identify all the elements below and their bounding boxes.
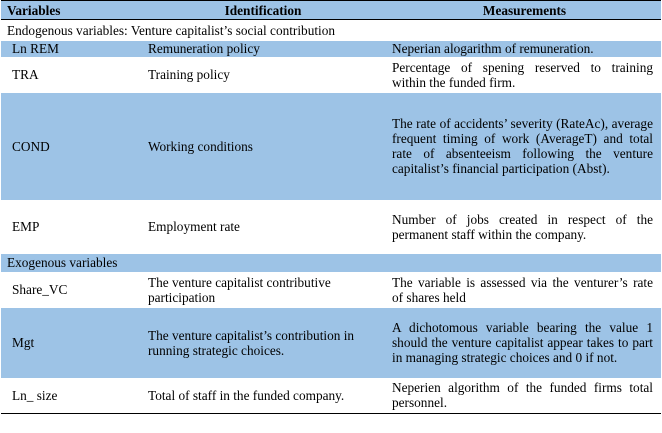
- cell-measurement: The rate of accidents’ severity (RateAc), average frequent timing of work (AverageT) and total rate of absenteeism following the venture capitalist’s financial participation (Abst).: [388, 93, 661, 200]
- header-measurements: Measurements: [388, 1, 661, 20]
- cell-measurement: Neperian alogarithm of remuneration.: [388, 41, 661, 57]
- table-header-row: [1, 1, 661, 20]
- cell-variable: TRA: [1, 57, 138, 93]
- cell-variable: COND: [1, 93, 138, 200]
- table-row-mgt: [1, 308, 661, 378]
- cell-identification: The venture capitalist contributive participation: [138, 272, 388, 308]
- cell-identification: Remuneration policy: [138, 41, 388, 57]
- cell-identification: Training policy: [138, 57, 388, 93]
- cell-measurement: A dichotomous variable bearing the value 1 should the venture capitalist appear takes to part in managing strategic choices and 0 if not.: [388, 308, 661, 378]
- cell-variable: Ln REM: [1, 41, 138, 57]
- section-row-endogenous: [1, 20, 661, 41]
- cell-variable: EMP: [1, 200, 138, 254]
- cell-measurement: Number of jobs created in respect of the permanent staff within the company.: [388, 200, 661, 254]
- cell-measurement: Percentage of spening reserved to training within the funded firm.: [388, 57, 661, 93]
- table-row-tra: [1, 57, 661, 93]
- table-row-ln-rem: [1, 41, 661, 57]
- section-row-exogenous: [1, 254, 661, 272]
- variables-table: [1, 0, 661, 414]
- cell-measurement: The variable is assessed via the venturer’s rate of shares held: [388, 272, 661, 308]
- cell-variable: Ln_ size: [1, 378, 138, 414]
- cell-identification: The venture capitalist’s contribution in running strategic choices.: [138, 308, 388, 378]
- table-row-emp: [1, 200, 661, 254]
- table-row-ln-size: [1, 378, 661, 414]
- cell-variable: Mgt: [1, 308, 138, 378]
- cell-measurement: Neperien algorithm of the funded firms total personnel.: [388, 378, 661, 414]
- cell-identification: Working conditions: [138, 93, 388, 200]
- section-label-exogenous: Exogenous variables: [1, 254, 661, 272]
- cell-identification: Employment rate: [138, 200, 388, 254]
- cell-identification: Total of staff in the funded company.: [138, 378, 388, 414]
- table-row-cond: [1, 93, 661, 200]
- section-label-endogenous: Endogenous variables: Venture capitalist’s social contribution: [1, 20, 661, 41]
- table-row-share-vc: [1, 272, 661, 308]
- header-identification: Identification: [138, 1, 388, 20]
- cell-variable: Share_VC: [1, 272, 138, 308]
- header-variables: Variables: [1, 1, 138, 20]
